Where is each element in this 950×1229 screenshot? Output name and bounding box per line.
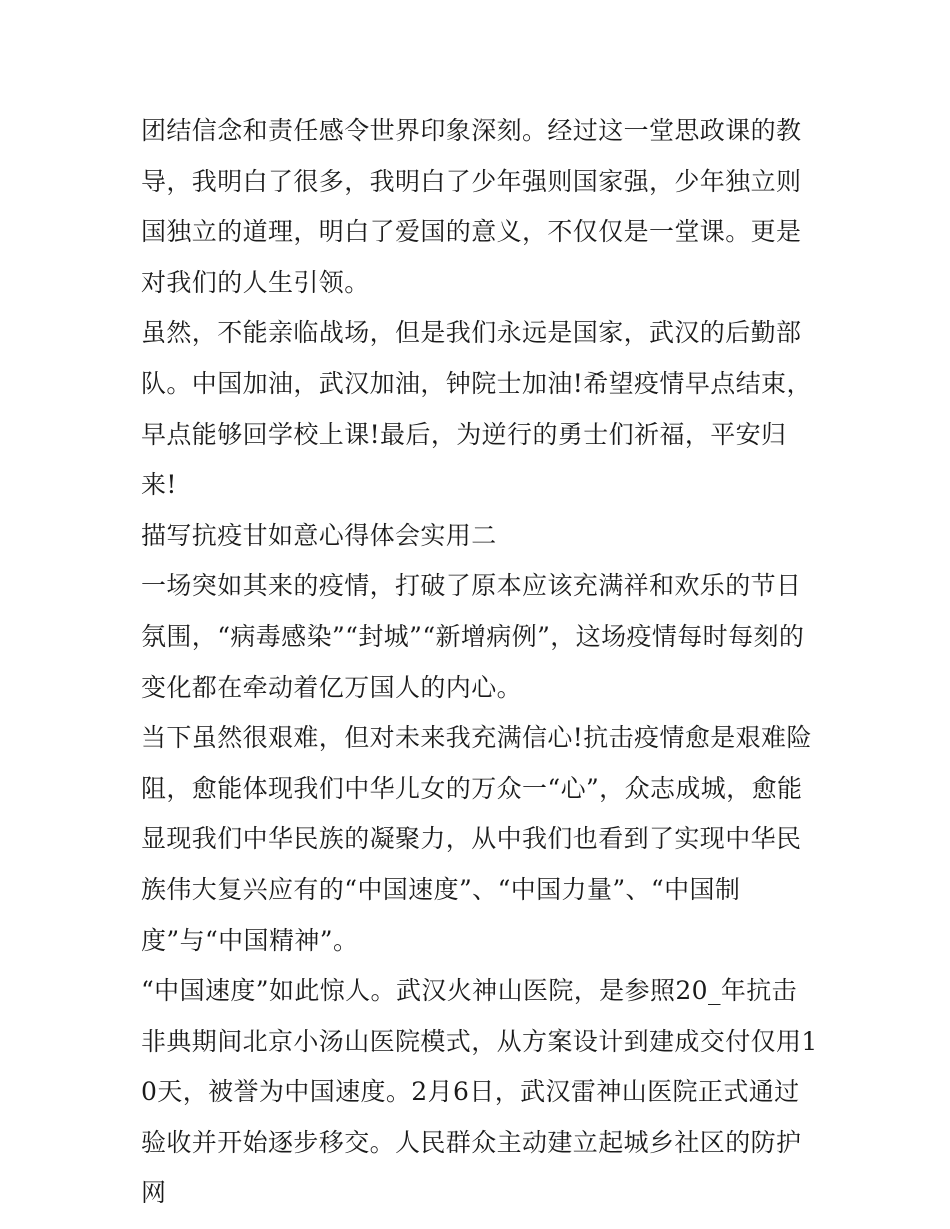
paragraph-2: 虽然，不能亲临战场，但是我们永远是国家，武汉的后勤部队。中国加油，武汉加油，钟院士加油!希望疫情早点结束，早点能够回学校上课!最后，为逆行的勇士们祈福，平安归来! — [141, 318, 812, 500]
paragraph-3: 一场突如其来的疫情，打破了原本应该充满祥和欢乐的节日氛围，“病毒感染”“封城”“新增病例”，这场疫情每时每刻的变化都在牵动着亿万国人的内心。 — [141, 571, 805, 702]
section-heading: 描写抗疫甘如意心得体会实用二 — [141, 520, 497, 550]
paragraph-4: 当下虽然很艰难，但对未来我充满信心!抗击疫情愈是艰难险阻，愈能体现我们中华儿女的万众一“心”，众志成城，愈能显现我们中华民族的凝聚力，从中我们也看到了实现中华民族伟大复兴应有的“中国速度”、“中国力量”、“中国制度”与“中国精神”。 — [141, 723, 812, 955]
paragraph-5: “中国速度”如此惊人。武汉火神山医院，是参照20_年抗击非典期间北京小汤山医院模式，从方案设计到建成交付仅用10天，被誉为中国速度。2月6日，武汉雷神山医院正式通过验收并开始逐步移交。人民群众主动建立起城乡社区的防护网 — [141, 976, 818, 1208]
paragraph-1: 团结信念和责任感令世界印象深刻。经过这一堂思政课的教导，我明白了很多，我明白了少年强则国家强，少年独立则国独立的道理，明白了爱国的意义，不仅仅是一堂课。更是对我们的人生引领。 — [141, 116, 802, 297]
document-body — [141, 106, 821, 1219]
